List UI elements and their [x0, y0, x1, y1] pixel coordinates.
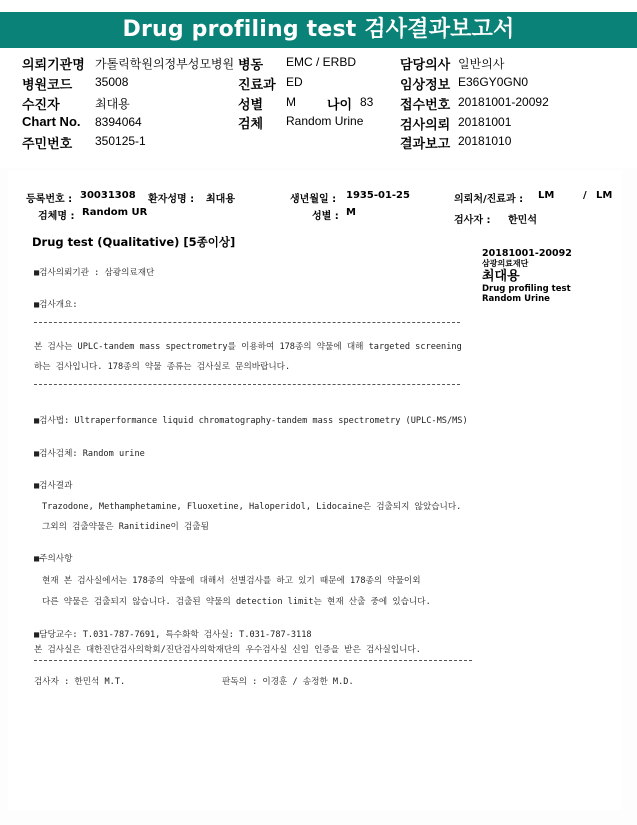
- field-label: 검사의뢰: [400, 117, 451, 132]
- overview-line-2: 하는 검사입니다. 178종의 약물 종류는 검사실로 문의바랍니다.: [34, 362, 291, 372]
- field-label: 병원코드: [22, 77, 73, 92]
- method-line: ■검사법: Ultraperformance liquid chromatography-tandem mass spectrometry (UPLC-MS/MS): [34, 416, 468, 426]
- report-title: Drug profiling test 검사결과보고서: [0, 12, 637, 48]
- examiner-label: 검사자 :: [454, 215, 491, 226]
- dept-value-2: LM: [596, 190, 613, 201]
- specimen-label-sticker: [482, 249, 592, 304]
- result-heading: ■검사결과: [34, 481, 73, 491]
- sticker-test: Drug profiling test: [482, 284, 571, 294]
- field-label: 성별: [238, 97, 264, 112]
- field-value: 350125-1: [95, 134, 146, 148]
- dob-value: 1935-01-25: [346, 190, 410, 201]
- reg-no: 30031308: [80, 190, 136, 201]
- sticker-accession: 20181001-20092: [482, 248, 572, 259]
- dept-label: 의뢰처/진료과 :: [454, 194, 524, 205]
- field-label: 임상정보: [400, 77, 451, 92]
- dept-value: LM: [538, 190, 555, 201]
- field-value: 20181001-20092: [458, 95, 549, 109]
- field-value: 20181010: [458, 134, 512, 148]
- field-value: 가톨릭학원의정부성모병원: [95, 57, 235, 71]
- test-title: Drug test (Qualitative) [5종이상]: [32, 235, 236, 249]
- caution-line-2: 다른 약물은 검출되지 않습니다. 검출된 약물의 detection limit는 현재 산출 중에 있습니다.: [42, 597, 431, 607]
- sex-value: M: [346, 207, 356, 218]
- result-line-1: Trazodone, Methamphetamine, Fluoxetine, Haloperidol, Lidocaine은 검출되지 않았습니다.: [42, 502, 462, 512]
- field-value: 일반의사: [458, 57, 505, 71]
- agency-line: ■검사의뢰기관 : 삼광의료재단: [34, 268, 155, 278]
- field-value: Random Urine: [286, 114, 364, 128]
- patient-label: 환자성명 :: [148, 194, 195, 205]
- field-label: 병동: [238, 57, 264, 72]
- divider: [34, 322, 460, 323]
- specimen-label: 검체명 :: [38, 211, 75, 222]
- specimen-line: ■검사검체: Random urine: [34, 449, 145, 459]
- divider: [34, 660, 472, 661]
- field-value: EMC / ERBD: [286, 55, 357, 69]
- sticker-patient: 최대용: [482, 269, 520, 284]
- caution-heading: ■주의사항: [34, 554, 73, 564]
- signer-reader: 판독의 : 이경훈 / 송정한 M.D.: [222, 677, 354, 687]
- caution-line-1: 현재 본 검사실에서는 178종의 약물에 대해서 선별검사를 하고 있기 때문에 178종의 약물이외: [42, 576, 421, 586]
- field-label: 담당의사: [400, 57, 451, 72]
- field-label: 나이: [327, 97, 353, 112]
- overview-heading: ■검사개요:: [34, 300, 78, 310]
- field-value: 최대용: [95, 97, 130, 111]
- field-label: 수진자: [22, 97, 60, 112]
- sticker-specimen: Random Urine: [482, 294, 550, 304]
- dept-separator: /: [583, 190, 587, 201]
- field-value: M: [286, 95, 296, 109]
- reg-label: 등록번호 :: [26, 194, 73, 205]
- field-label: 진료과: [238, 77, 276, 92]
- field-label: 결과보고: [400, 136, 451, 151]
- field-value: ED: [286, 75, 303, 89]
- dob-label: 생년월일 :: [290, 194, 337, 205]
- patient-name: 최대용: [206, 194, 235, 205]
- overview-line-1: 본 검사는 UPLC-tandem mass spectrometry를 이용하여 178종의 약물에 대해 targeted screening: [34, 342, 462, 352]
- field-label: 주민번호: [22, 136, 73, 151]
- sticker-lab: 삼광의료재단: [482, 259, 529, 268]
- report-header: [0, 50, 637, 169]
- field-label: Chart No.: [22, 114, 81, 129]
- field-value: E36GY0GN0: [458, 75, 529, 89]
- signer-examiner: 검사자 : 한민석 M.T.: [34, 677, 126, 687]
- divider: [34, 384, 460, 385]
- field-value: 8394064: [95, 115, 142, 129]
- field-label: 의뢰기관명: [22, 57, 85, 72]
- field-label: 검체: [238, 116, 264, 131]
- result-line-2: 그외의 검출약물은 Ranitidine이 검출됨: [42, 522, 209, 532]
- field-value: 20181001: [458, 115, 512, 129]
- field-label: 접수번호: [400, 97, 451, 112]
- scanned-report: [0, 168, 637, 825]
- field-value: 83: [360, 95, 374, 109]
- certification-line: 본 검사실은 대한진단검사의학회/진단검사의학재단의 우수검사실 신임 인증을 받은 검사실입니다.: [34, 645, 421, 655]
- field-value: 35008: [95, 75, 129, 89]
- report-paper: [8, 170, 622, 810]
- examiner-value: 한민석: [508, 215, 537, 226]
- contact-line: ■담당교수: T.031-787-7691, 특수화학 검사실: T.031-787-3118: [34, 630, 312, 640]
- specimen-value: Random UR: [82, 207, 148, 218]
- sex-label: 성별 :: [312, 211, 339, 222]
